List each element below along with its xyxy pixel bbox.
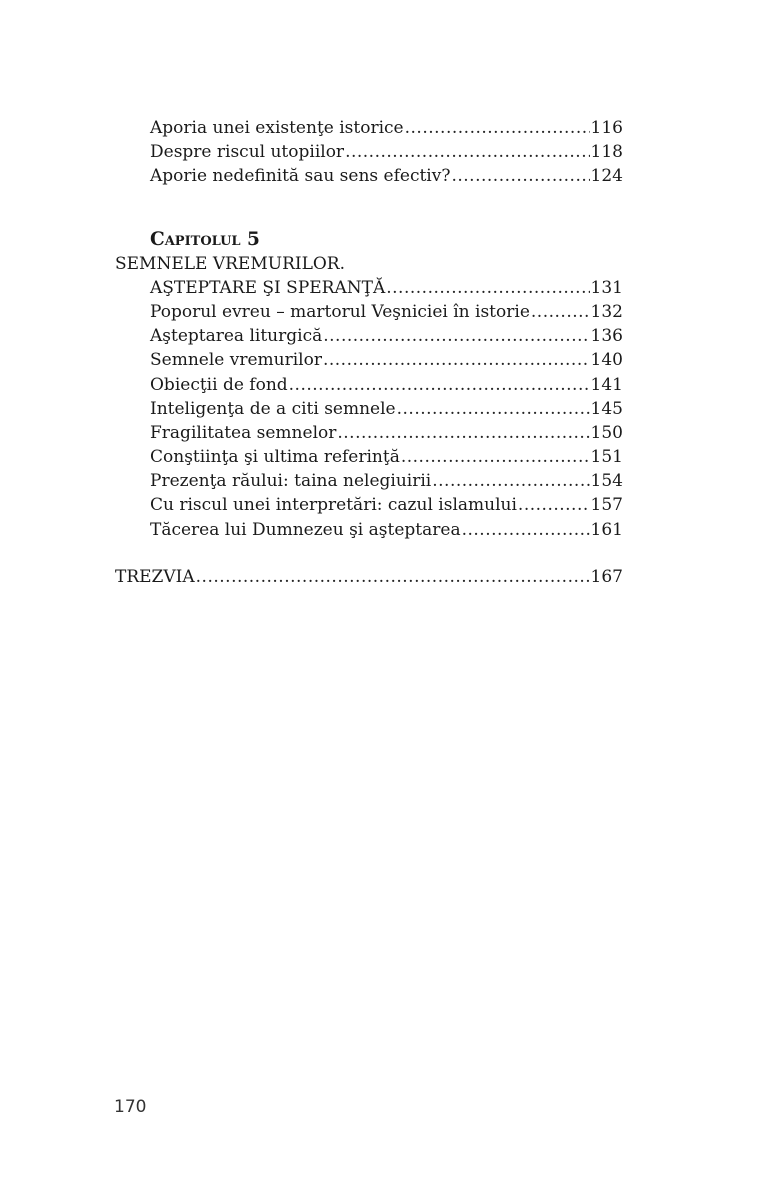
toc-entry-title: Prezenţa răului: taina nelegiuirii <box>150 471 432 492</box>
toc-entry-title: Inteligenţa de a citi semnele <box>150 398 396 419</box>
dot-leader <box>518 493 590 517</box>
toc-entry-title: Fragilitatea semnelor <box>150 422 337 443</box>
toc-entry-page: 116 <box>590 118 623 138</box>
toc-entry <box>115 324 623 348</box>
dot-leader <box>462 518 590 542</box>
toc-entry-title: Aporie nedefinită sau sens efectiv? <box>150 166 451 187</box>
toc-entry <box>115 348 623 372</box>
toc-entry-page: 145 <box>590 398 623 419</box>
toc-entry <box>115 276 623 300</box>
dot-leader <box>531 300 590 324</box>
table-of-contents <box>115 116 623 589</box>
toc-entry <box>115 164 623 188</box>
dot-leader <box>196 565 590 589</box>
toc-entry-final <box>115 565 623 589</box>
dot-leader <box>323 348 590 372</box>
toc-entry-page: 131 <box>590 277 623 298</box>
toc-entry-title: TREZVIA <box>115 566 195 587</box>
toc-entry-title: AŞTEPTARE ŞI SPERANŢĂ <box>150 277 386 298</box>
toc-entry-page: 161 <box>590 519 623 540</box>
dot-leader <box>405 116 590 140</box>
toc-entry-title: Aporia unei existenţe istorice <box>150 118 404 138</box>
dot-leader <box>451 164 589 188</box>
dot-leader <box>345 140 589 164</box>
toc-entry <box>115 421 623 445</box>
dot-leader <box>432 469 589 493</box>
toc-entry-title: Conştiinţa şi ultima referinţă <box>150 447 400 468</box>
toc-entry-title: Despre riscul utopiilor <box>150 142 345 163</box>
toc-entry-title: Obiecţii de fond <box>150 374 288 395</box>
toc-entry-page: 140 <box>590 350 623 371</box>
toc-entry <box>115 469 623 493</box>
toc-entry-page: 124 <box>590 166 623 187</box>
toc-entry <box>115 373 623 397</box>
dot-leader <box>289 373 590 397</box>
dot-leader <box>401 445 590 469</box>
dot-leader <box>337 421 589 445</box>
toc-entry <box>115 116 623 140</box>
toc-entry-title: Aşteptarea liturgică <box>150 326 323 347</box>
toc-entry <box>115 493 623 517</box>
toc-entry-title: Tăcerea lui Dumnezeu şi aşteptarea <box>150 519 461 540</box>
toc-entry-page: 167 <box>590 566 623 587</box>
dot-leader <box>397 397 590 421</box>
toc-entry-title: Cu riscul unei interpretări: cazul islamului <box>150 495 517 516</box>
toc-entry <box>115 300 623 324</box>
toc-entry-title: Semnele vremurilor <box>150 350 322 371</box>
toc-entry <box>115 397 623 421</box>
toc-entry <box>115 518 623 542</box>
toc-entry-page: 136 <box>590 326 623 347</box>
toc-entry <box>115 445 623 469</box>
chapter-label: Capitolul 5 <box>150 228 260 250</box>
dot-leader <box>386 276 589 300</box>
toc-entry-page: 157 <box>590 495 623 516</box>
toc-entry-page: 150 <box>590 422 623 443</box>
toc-entry-page: 132 <box>590 301 623 322</box>
toc-entry-page: 141 <box>590 374 623 395</box>
chapter-title: SEMNELE VREMURILOR. <box>115 253 346 274</box>
toc-entry-page: 118 <box>590 142 623 163</box>
toc-entry-page: 154 <box>590 471 623 492</box>
dot-leader <box>323 324 589 348</box>
page-number: 170 <box>114 1097 147 1117</box>
toc-entry <box>115 140 623 164</box>
toc-entry-page: 151 <box>590 447 623 468</box>
toc-entry-title: Poporul evreu – martorul Veşniciei în istorie <box>150 301 530 322</box>
